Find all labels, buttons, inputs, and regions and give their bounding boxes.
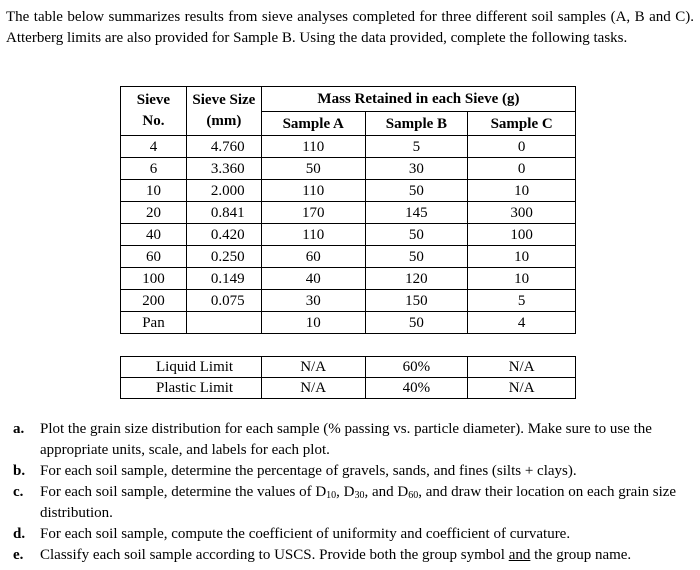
task-marker: a. bbox=[13, 421, 25, 437]
cell-sample-c: 0 bbox=[468, 136, 576, 158]
cell-sample-a: 110 bbox=[261, 224, 365, 246]
header-sieve-size: Sieve Size (mm) bbox=[186, 87, 261, 136]
table-row bbox=[121, 202, 576, 224]
cell-sample-c: 10 bbox=[468, 180, 576, 202]
header-sieve-no: Sieve No. bbox=[121, 87, 187, 136]
cell-sample-b: 40% bbox=[365, 378, 468, 399]
header-mass-retained: Mass Retained in each Sieve (g) bbox=[261, 87, 575, 112]
cell-sieve-size: 4.760 bbox=[186, 136, 261, 158]
cell-sample-b: 50 bbox=[365, 246, 468, 268]
table-row bbox=[121, 357, 576, 378]
cell-limit-label: Plastic Limit bbox=[121, 378, 262, 399]
cell-sample-a: N/A bbox=[261, 378, 365, 399]
task-list bbox=[6, 419, 694, 566]
cell-sample-b: 30 bbox=[365, 158, 468, 180]
cell-sample-a: 110 bbox=[261, 136, 365, 158]
table-row bbox=[121, 246, 576, 268]
cell-sieve-size: 0.075 bbox=[186, 290, 261, 312]
cell-sieve-no: 200 bbox=[121, 290, 187, 312]
cell-sample-c: 5 bbox=[468, 290, 576, 312]
cell-sample-b: 145 bbox=[365, 202, 468, 224]
cell-sample-c: 300 bbox=[468, 202, 576, 224]
cell-sample-c: 10 bbox=[468, 268, 576, 290]
cell-sample-b: 5 bbox=[365, 136, 468, 158]
cell-sieve-no: 20 bbox=[121, 202, 187, 224]
header-sample-c: Sample C bbox=[468, 112, 576, 136]
cell-sample-c: 0 bbox=[468, 158, 576, 180]
task-item-d bbox=[6, 524, 694, 545]
cell-sieve-size: 0.250 bbox=[186, 246, 261, 268]
task-text: For each soil sample, determine the percentage of gravels, sands, and fines (silts + clays). bbox=[40, 463, 577, 479]
task-text: For each soil sample, compute the coefficient of uniformity and coefficient of curvature. bbox=[40, 526, 571, 542]
cell-limit-label: Liquid Limit bbox=[121, 357, 262, 378]
intro-paragraph: The table below summarizes results from sieve analyses completed for three different soil samples (A, B and C). Atterberg limits are also provided for Sample B. Using the data provided, complete the following tasks. bbox=[6, 9, 694, 46]
cell-sieve-size: 0.841 bbox=[186, 202, 261, 224]
cell-sieve-size: 3.360 bbox=[186, 158, 261, 180]
table-row bbox=[121, 378, 576, 399]
table-row bbox=[121, 136, 576, 158]
cell-sample-c: N/A bbox=[468, 378, 576, 399]
task-marker: b. bbox=[13, 463, 26, 479]
table-row bbox=[121, 224, 576, 246]
cell-sample-c: 4 bbox=[468, 312, 576, 334]
sieve-analysis-table bbox=[120, 86, 576, 334]
task-text: Classify each soil sample according to USCS. Provide both the group symbol and the group name. bbox=[40, 547, 632, 563]
cell-sample-a: 110 bbox=[261, 180, 365, 202]
cell-sample-b: 50 bbox=[365, 224, 468, 246]
cell-sample-a: 50 bbox=[261, 158, 365, 180]
cell-sieve-no: 60 bbox=[121, 246, 187, 268]
cell-sample-a: 60 bbox=[261, 246, 365, 268]
task-item-b bbox=[6, 461, 694, 482]
cell-sample-b: 50 bbox=[365, 312, 468, 334]
cell-sample-c: 100 bbox=[468, 224, 576, 246]
task-item-e bbox=[6, 545, 694, 566]
cell-sieve-size bbox=[186, 312, 261, 334]
task-text: Plot the grain size distribution for each sample (% passing vs. particle diameter). Make sure to use the appropriate units, scale, and labels for each plot. bbox=[40, 421, 652, 458]
cell-sieve-size: 0.420 bbox=[186, 224, 261, 246]
cell-sample-a: 10 bbox=[261, 312, 365, 334]
table-row bbox=[121, 158, 576, 180]
task-item-a bbox=[6, 419, 694, 461]
table-row bbox=[121, 180, 576, 202]
cell-sample-c: 10 bbox=[468, 246, 576, 268]
cell-sieve-size: 2.000 bbox=[186, 180, 261, 202]
task-marker: c. bbox=[13, 484, 24, 500]
table-row bbox=[121, 312, 576, 334]
task-text: For each soil sample, determine the values of $D_{10}$, $D_{30}$, and $D_{60}$, and draw their location on each grain size distribution. bbox=[40, 484, 677, 521]
table-row bbox=[121, 268, 576, 290]
cell-sample-b: 50 bbox=[365, 180, 468, 202]
task-marker: d. bbox=[13, 526, 26, 542]
cell-sample-a: N/A bbox=[261, 357, 365, 378]
cell-sieve-no: 10 bbox=[121, 180, 187, 202]
cell-sample-b: 60% bbox=[365, 357, 468, 378]
cell-sieve-no: 6 bbox=[121, 158, 187, 180]
task-item-c bbox=[6, 482, 694, 524]
cell-sample-a: 30 bbox=[261, 290, 365, 312]
cell-sample-b: 120 bbox=[365, 268, 468, 290]
table-row bbox=[121, 290, 576, 312]
cell-sieve-size: 0.149 bbox=[186, 268, 261, 290]
header-sample-b: Sample B bbox=[365, 112, 468, 136]
cell-sample-a: 170 bbox=[261, 202, 365, 224]
cell-sample-a: 40 bbox=[261, 268, 365, 290]
task-marker: e. bbox=[13, 547, 24, 563]
cell-sieve-no: 40 bbox=[121, 224, 187, 246]
cell-sample-b: 150 bbox=[365, 290, 468, 312]
header-sample-a: Sample A bbox=[261, 112, 365, 136]
cell-sieve-no: Pan bbox=[121, 312, 187, 334]
cell-sieve-no: 100 bbox=[121, 268, 187, 290]
atterberg-limits-table bbox=[120, 356, 576, 399]
cell-sieve-no: 4 bbox=[121, 136, 187, 158]
cell-sample-c: N/A bbox=[468, 357, 576, 378]
